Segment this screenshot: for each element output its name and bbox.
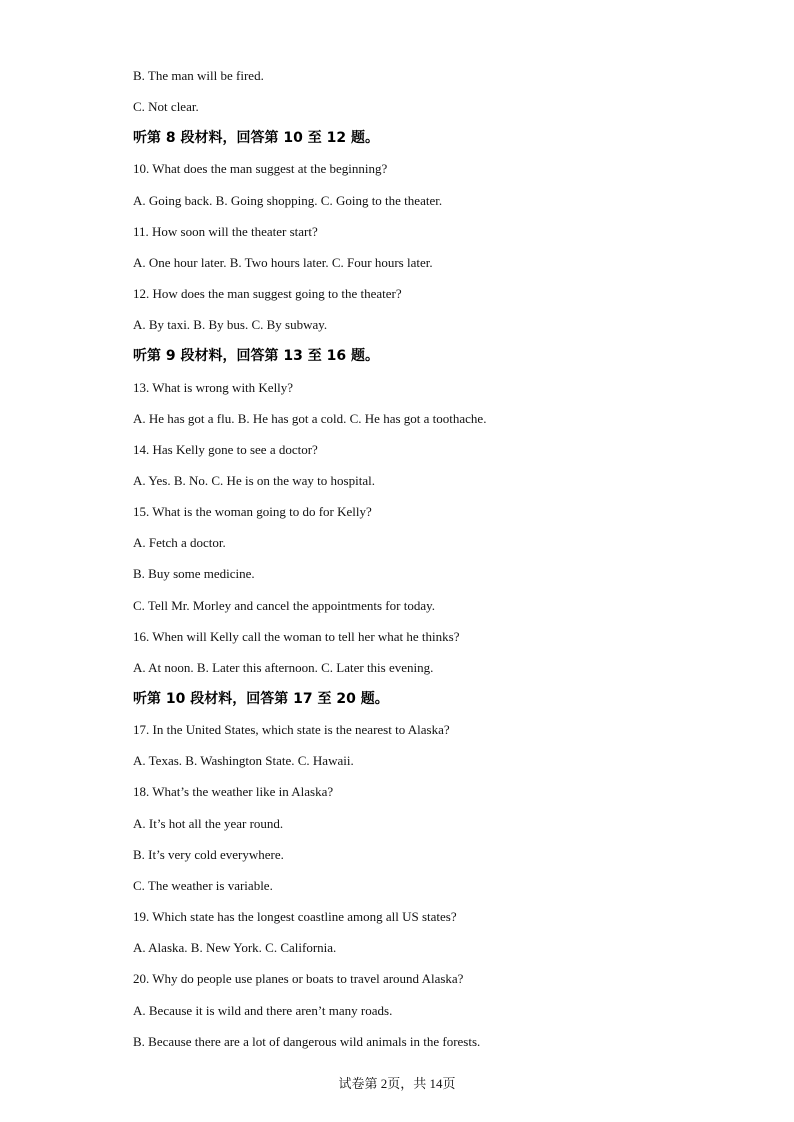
text-line: 12. How does the man suggest going to the theater? <box>133 286 402 301</box>
text-line: 19. Which state has the longest coastline among all US states? <box>133 909 457 924</box>
text-line: 13. What is wrong with Kelly? <box>133 380 294 395</box>
text-line: C. Not clear. <box>133 99 199 114</box>
text-line: A. Yes. B. No. C. He is on the way to hospital. <box>133 473 375 488</box>
text-line: A. He has got a flu. B. He has got a cold. C. He has got a toothache. <box>133 411 487 426</box>
text-line: A. It’s hot all the year round. <box>133 816 284 831</box>
text-line: 14. Has Kelly gone to see a doctor? <box>133 442 318 457</box>
text-line: 20. Why do people use planes or boats to travel around Alaska? <box>133 971 464 986</box>
section-heading: 听第 10 段材料，回答第 17 至 20 题。 <box>133 691 389 707</box>
text-line: A. Because it is wild and there aren’t many roads. <box>133 1003 393 1018</box>
text-line: A. Going back. B. Going shopping. C. Going to the theater. <box>133 193 443 208</box>
text-line: 10. What does the man suggest at the beginning? <box>133 161 388 176</box>
text-line: A. One hour later. B. Two hours later. C. Four hours later. <box>133 255 433 270</box>
text-line: B. Buy some medicine. <box>133 566 255 581</box>
text-line: B. Because there are a lot of dangerous wild animals in the forests. <box>133 1034 481 1049</box>
text-line: C. The weather is variable. <box>133 878 273 893</box>
text-line: B. The man will be fired. <box>133 68 264 83</box>
text-line: 11. How soon will the theater start? <box>133 224 318 239</box>
text-line: A. By taxi. B. By bus. C. By subway. <box>133 317 328 332</box>
text-line: B. It’s very cold everywhere. <box>133 847 284 862</box>
page-footer: 试卷第 2页，共 14页 <box>338 1076 456 1091</box>
text-line: 16. When will Kelly call the woman to tell her what he thinks? <box>133 629 460 644</box>
text-line: A. Texas. B. Washington State. C. Hawaii. <box>133 753 354 768</box>
section-heading: 听第 9 段材料，回答第 13 至 16 题。 <box>133 348 379 364</box>
text-line: 18. What’s the weather like in Alaska? <box>133 784 334 799</box>
text-line: A. At noon. B. Later this afternoon. C. Later this evening. <box>133 660 434 675</box>
text-line: A. Alaska. B. New York. C. California. <box>133 940 337 955</box>
text-line: A. Fetch a doctor. <box>133 535 226 550</box>
text-line: 15. What is the woman going to do for Kelly? <box>133 504 372 519</box>
text-line: C. Tell Mr. Morley and cancel the appointments for today. <box>133 598 435 613</box>
text-line: 17. In the United States, which state is the nearest to Alaska? <box>133 722 450 737</box>
section-heading: 听第 8 段材料，回答第 10 至 12 题。 <box>133 130 379 146</box>
